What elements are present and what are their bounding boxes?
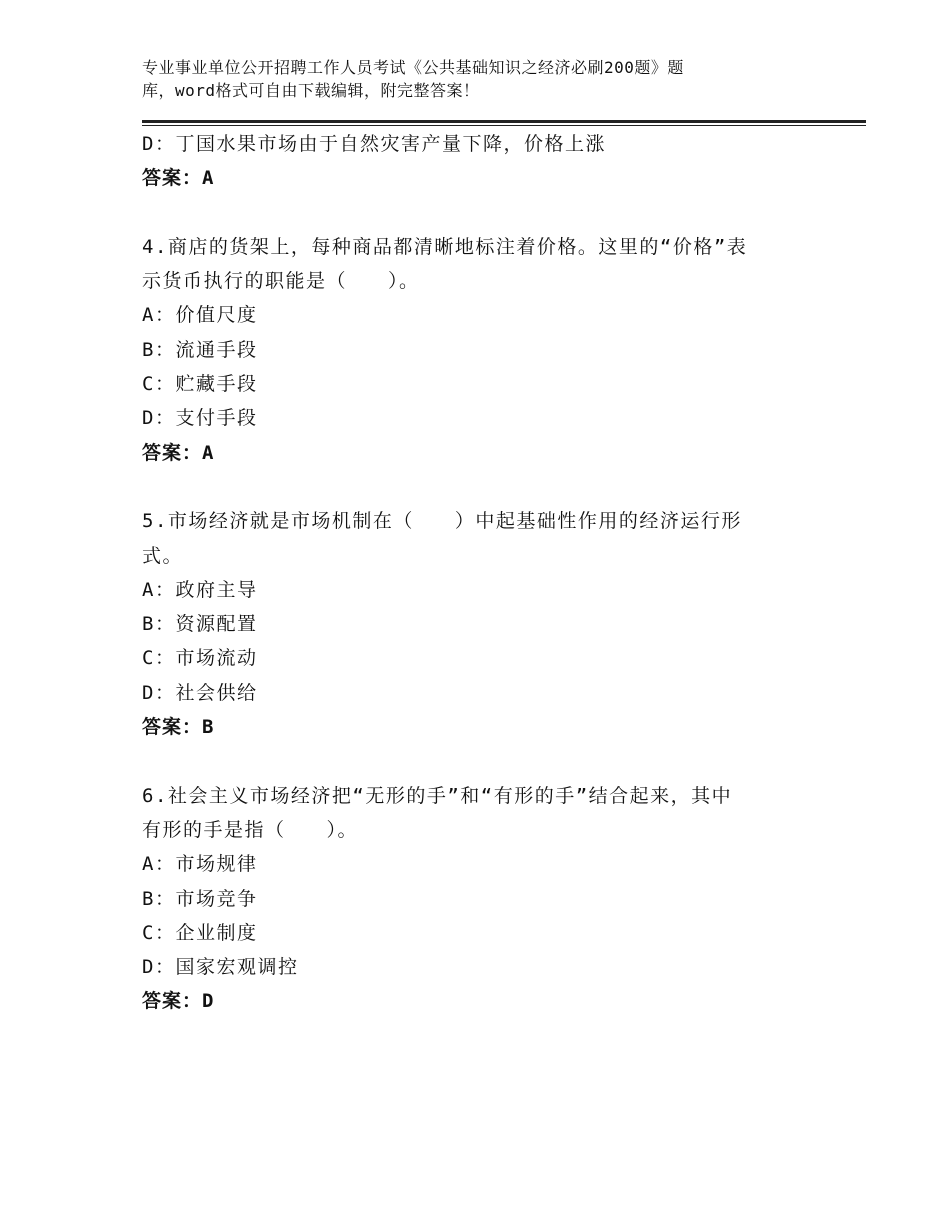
option-c: C：企业制度 [142, 921, 258, 944]
answer-line: 答案：B [142, 716, 215, 739]
header-title-line-2: 库，word格式可自由下载编辑，附完整答案！ [142, 81, 480, 100]
option-b: B：流通手段 [142, 338, 258, 361]
option-b: B：资源配置 [142, 613, 258, 636]
option-c: C：市场流动 [142, 647, 258, 670]
option-d: D：国家宏观调控 [142, 956, 299, 979]
option-a: A：市场规律 [142, 853, 258, 876]
header-divider-thin [142, 125, 866, 126]
question-text-line-2: 式。 [142, 544, 184, 567]
question-text-line-2: 示货币执行的职能是（ ）。 [142, 270, 420, 293]
question-text-line-1: 4.商店的货架上，每种商品都清晰地标注着价格。这里的“价格”表 [142, 235, 748, 258]
option-c: C：贮藏手段 [142, 373, 258, 396]
question-4 [142, 230, 822, 470]
header-divider-thick [142, 120, 866, 123]
question-5 [142, 504, 822, 744]
answer-line: 答案：D [142, 990, 215, 1013]
question-text-line-1: 5.市场经济就是市场机制在（ ）中起基础性作用的经济运行形 [142, 510, 742, 533]
question-content [142, 127, 822, 1019]
document-header [142, 56, 772, 102]
question-text-line-1: 6.社会主义市场经济把“无形的手”和“有形的手”结合起来，其中 [142, 784, 733, 807]
question-6 [142, 779, 822, 1019]
option-a: A：政府主导 [142, 578, 258, 601]
option-a: A：价值尺度 [142, 304, 258, 327]
spacer [142, 196, 822, 230]
spacer [142, 470, 822, 504]
spacer [142, 744, 822, 778]
option-b: B：市场竞争 [142, 887, 258, 910]
option-d: D：丁国水果市场由于自然灾害产量下降，价格上涨 [142, 133, 606, 155]
header-title-line-1: 专业事业单位公开招聘工作人员考试《公共基础知识之经济必刷200题》题 [142, 58, 684, 77]
question-text-line-2: 有形的手是指（ ）。 [142, 818, 359, 841]
option-d: D：支付手段 [142, 407, 258, 430]
option-d: D：社会供给 [142, 681, 258, 704]
answer-line: 答案：A [142, 441, 215, 464]
question-3-tail [142, 127, 822, 196]
answer-line: 答案：A [142, 167, 215, 190]
